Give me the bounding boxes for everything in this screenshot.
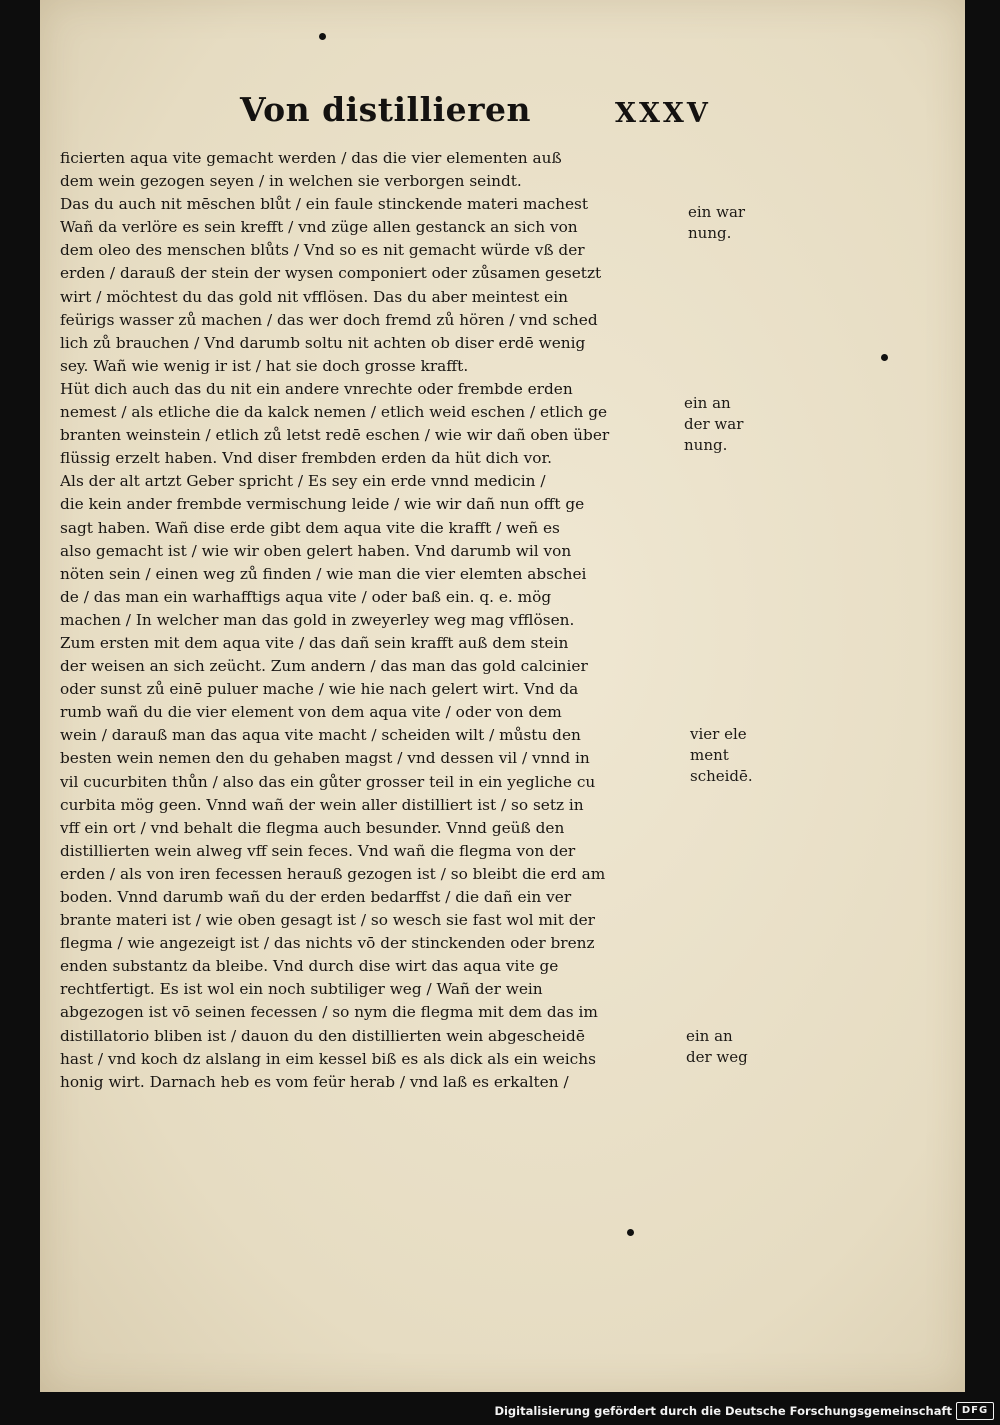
- ink-dot: [627, 1229, 634, 1236]
- text-line: dem oleo des menschen blůts / Vnd so es nit gemacht würde vß der: [60, 241, 585, 260]
- text-line: vff ein ort / vnd behalt die flegma auch besunder. Vnnd geüß den: [60, 818, 565, 837]
- text-line: wein / darauß man das aqua vite macht / scheiden wilt / můstu den: [60, 726, 581, 745]
- text-line: wirt / möchtest du das gold nit vfflösen. Das du aber meintest ein: [60, 287, 568, 306]
- text-line: distillierten wein alweg vff sein feces. Vnd wañ die flegma von der: [60, 841, 576, 860]
- text-line: besten wein nemen den du gehaben magst / vnd dessen vil / vnnd in: [60, 749, 590, 768]
- running-head: Von distillieren: [240, 90, 532, 129]
- text-line: erden / darauß der stein der wysen componiert oder zůsamen gesetzt: [60, 264, 602, 283]
- text-line: distillatorio bliben ist / dauon du den distillierten wein abgescheidē: [60, 1026, 585, 1045]
- text-line: nemest / als etliche die da kalck nemen / etlich weid eschen / etlich ge: [60, 403, 608, 422]
- text-line: Zum ersten mit dem aqua vite / das dañ sein krafft auß dem stein: [60, 633, 569, 652]
- margin-note: ein an der war nung.: [684, 394, 744, 454]
- digitization-credit: Digitalisierung gefördert durch die Deutsche Forschungsgemeinschaft: [494, 1404, 952, 1418]
- folio-number: XXXV: [615, 98, 711, 129]
- text-line: brante materi ist / wie oben gesagt ist / so wesch sie fast wol mit der: [60, 911, 595, 930]
- ink-dot: [319, 33, 326, 40]
- text-line: vil cucurbiten thůn / also das ein gůter grosser teil in ein yegliche cu: [60, 772, 596, 791]
- text-line: der weisen an sich zeücht. Zum andern / das man das gold calcinier: [60, 657, 588, 676]
- text-line: honig wirt. Darnach heb es vom feür herab / vnd laß es erkalten /: [60, 1072, 569, 1091]
- text-line: machen / In welcher man das gold in zweyerley weg mag vfflösen.: [60, 610, 575, 629]
- text-line: also gemacht ist / wie wir oben gelert haben. Vnd darumb wil von: [60, 541, 572, 560]
- text-line: erden / als von iren fecessen herauß gezogen ist / so bleibt die erd am: [60, 864, 606, 883]
- text-line: sagt haben. Wañ dise erde gibt dem aqua vite die krafft / weñ es: [60, 518, 560, 537]
- ink-dot: [881, 354, 888, 361]
- text-line: curbita mög geen. Vnnd wañ der wein aller distilliert ist / so setz in: [60, 795, 584, 814]
- text-line: boden. Vnnd darumb wañ du der erden bedarffst / die dañ ein ver: [60, 888, 572, 906]
- body-text: [60, 147, 700, 1094]
- text-line: hast / vnd koch dz alslang in eim kessel biß es als dick als ein weichs: [60, 1049, 596, 1068]
- text-line: de / das man ein warhafftigs aqua vite / oder baß ein. q. e. mög: [60, 587, 552, 606]
- text-line: dem wein gezogen seyen / in welchen sie verborgen seindt.: [60, 172, 522, 191]
- text-line: enden substantz da bleibe. Vnd durch dise wirt das aqua vite ge: [60, 957, 559, 976]
- margin-note: ein an der weg: [686, 1027, 748, 1066]
- text-line: lich zů brauchen / Vnd darumb soltu nit achten ob diser erdē wenig: [60, 333, 586, 352]
- text-line: feürigs wasser zů machen / das wer doch fremd zů hören / vnd sched: [60, 310, 598, 329]
- text-line: Hüt dich auch das du nit ein andere vnrechte oder frembde erden: [60, 379, 573, 398]
- margin-note: ein war nung.: [688, 203, 746, 242]
- text-line: Wañ da verlöre es sein krefft / vnd züge allen gestanck an sich von: [60, 218, 578, 237]
- text-line: oder sunst zů einē puluer mache / wie hie nach gelert wirt. Vnd da: [60, 680, 579, 699]
- text-line: Das du auch nit mēschen blůt / ein faule stinckende materi machest: [60, 195, 589, 214]
- text-line: die kein ander frembde vermischung leide / wie wir dañ nun offt ge: [60, 495, 585, 514]
- text-line: flegma / wie angezeigt ist / das nichts vō der stinckenden oder brenz: [60, 934, 595, 953]
- text-line: Als der alt artzt Geber spricht / Es sey ein erde vnnd medicin /: [60, 472, 546, 491]
- text-line: abgezogen ist vō seinen fecessen / so nym die flegma mit dem das im: [60, 1003, 598, 1022]
- text-line: rechtfertigt. Es ist wol ein noch subtiliger weg / Wañ der wein: [60, 980, 543, 999]
- margin-note: vier ele ment scheidē.: [690, 725, 753, 785]
- text-line: ficierten aqua vite gemacht werden / das die vier elementen auß: [60, 149, 562, 167]
- dfg-logo: DFG: [956, 1402, 994, 1420]
- text-line: branten weinstein / etlich zů letst redē eschen / wie wir dañ oben über: [60, 426, 610, 445]
- text-line: sey. Wañ wie wenig ir ist / hat sie doch grosse krafft.: [60, 356, 469, 375]
- text-line: rumb wañ du die vier element von dem aqua vite / oder von dem: [60, 703, 562, 722]
- text-line: nöten sein / einen weg zů finden / wie man die vier elemten abschei: [60, 564, 587, 583]
- text-line: flüssig erzelt haben. Vnd diser frembden erden da hüt dich vor.: [60, 449, 552, 468]
